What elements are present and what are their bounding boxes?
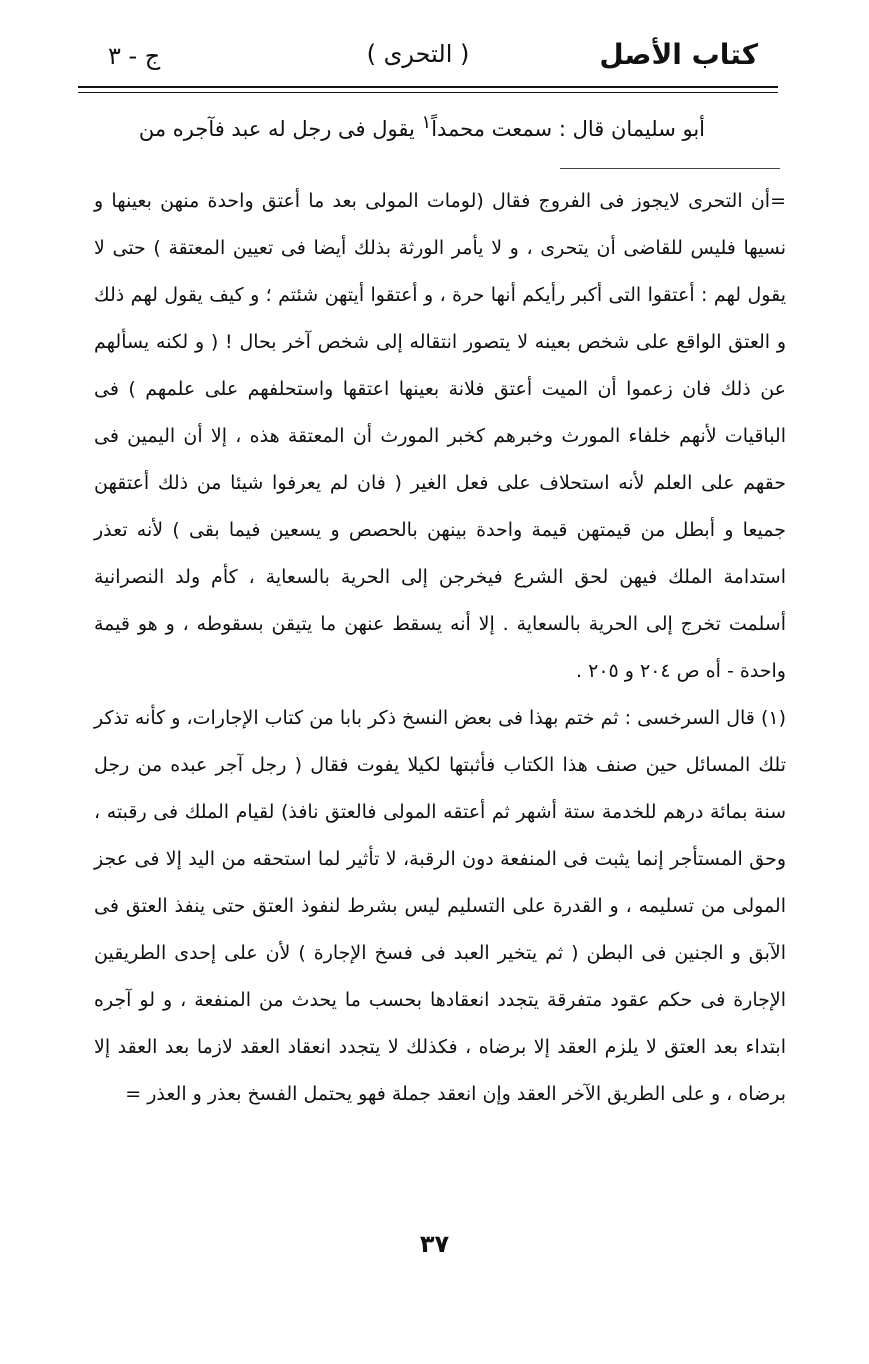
footnote-1: (١) قال السرخسى : ثم ختم بهذا فى بعض النسخ ذكر بابا من كتاب الإجارات، و كأنه تذكر تلك المسائل حين صنف هذا الكتاب فأثبتها لكيلا يفوت فقال ( رجل آجر عبده من رجل سنة بمائة درهم للخدمة ستة أشهر ثم أعتقه المولى فالعتق نافذ) لقيام الملك فى رقبته ، وحق المستأجر إنما يثبت فى المنفعة دون الرقبة، لا تأثير لما استحقه من اليد إلا فى عجز المولى من تسليمه ، و القدرة على التسليم ليس بشرط لنفوذ العتق حتى ينفذ العتق فى الآبق و الجنين فى البطن ( ثم يتخير العبد فى فسخ الإجارة ) لأن على إحدى الطريقين الإجارة فى حكم عقود متفرقة يتجدد انعقادها بحسب ما يحدث من المنفعة ، و لو آجره ابتداء بعد العتق لا يلزم العقد إلا برضاه ، فكذلك لا يتجدد انعقاد العقد لازما بعد العقد إلا برضاه ، و على الطريق الآخر العقد وإن انعقد جملة فهو يحتمل الفسخ بعذر و العذر = [94,707,786,1105]
footnote-separator [560,168,780,169]
header-rule-thin [78,92,778,93]
footnote-reference-mark: ١ [421,112,432,133]
main-text-start: أبو سليمان قال : سمعت محمداً [431,117,705,141]
footnotes [94,178,786,1118]
chapter-title: ( التحرى ) [366,40,470,68]
book-title: كتاب الأصل [599,38,758,71]
running-header [78,28,758,88]
footnote-continuation: =أن التحرى لايجوز فى الفروج فقال (لومات المولى بعد ما أعتق واحدة منهن بعينها و نسيها فليس للقاضى أن يتحرى ، و لا يأمر الورثة بذلك أيضا فى تعيين المعتقة ) حتى لا يقول لهم : أعتقوا التى أكبر رأيكم أنها حرة ، و أعتقوا أيتهن شئتم ؛ و كيف يقول لهم ذلك و العتق الواقع على شخص بعينه لا يتصور انتقاله إلى شخص آخر بحال ! ( و لكنه يسألهم عن ذلك فان زعموا أن الميت أعتق فلانة بعينها اعتقها واستحلفهم على علمهم ) فى الباقيات لأنهم خلفاء المورث وخبرهم كخبر المورث أن المعتقة هذه ، إلا أن اليمين فى حقهم على العلم لأنه استحلاف على فعل الغير ( فان لم يعرفوا شيئا من ذلك أعتقهن جميعا و أبطل من قيمتهن قيمة واحدة بينهن بالحصص و يسعين فيما بقى ) لأنه تعذر استدامة الملك فيهن لحق الشرع فيخرجن إلى الحرية بالسعاية ، كأم ولد النصرانية أسلمت تخرج إلى الحرية بالسعاية . إلا أنه يسقط عنهن ما يتيقن بسقوطه ، و هو قيمة واحدة - أه ص ٢٠٤ و ٢٠٥ . [94,190,786,682]
header-rule-thick [78,86,778,88]
volume-label: ج - ٣ [108,42,161,70]
main-text [110,108,705,150]
page-number: ٣٧ [419,1230,450,1258]
main-text-end: يقول فى رجل له عبد فآجره من [138,117,422,141]
